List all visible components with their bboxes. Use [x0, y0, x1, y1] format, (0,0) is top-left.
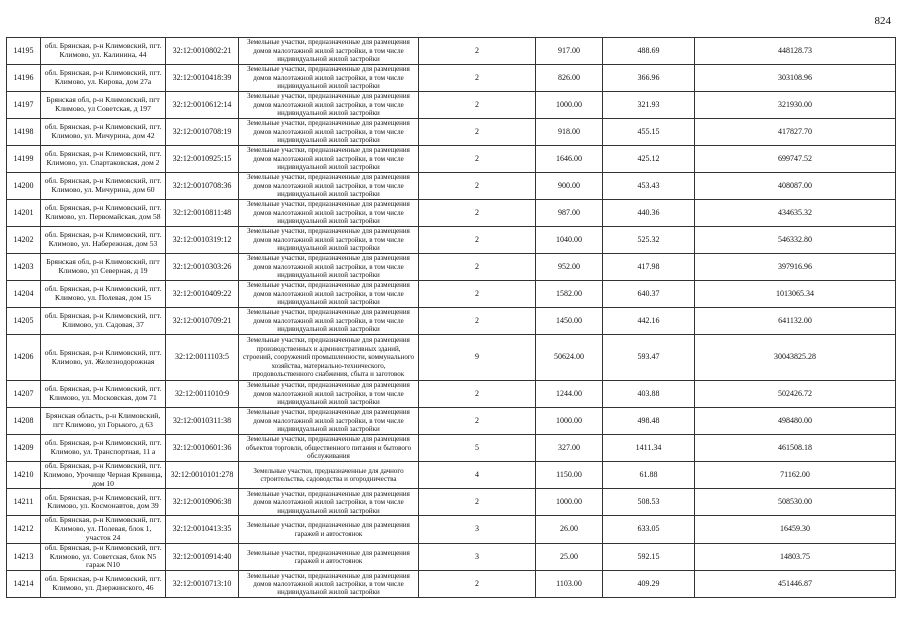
- cell-cadastral-value: 508530.00: [695, 489, 896, 516]
- table-row: [7, 435, 896, 462]
- cell-cadastral-value: 699747.52: [695, 146, 896, 173]
- cell-record-id: 14200: [7, 173, 41, 200]
- cell-cadastral-value: 71162.00: [695, 462, 896, 489]
- table-row: [7, 173, 896, 200]
- cell-land-use: Земельные участки, предназначенные для размещения домов малоэтажной жилой застройки, в том числе индивидуальной жилой застройки: [239, 408, 419, 435]
- cell-area: 826.00: [536, 65, 603, 92]
- cell-record-id: 14202: [7, 227, 41, 254]
- cell-cadastral-value: 461508.18: [695, 435, 896, 462]
- cell-group: 5: [419, 435, 536, 462]
- cell-cadastral-value: 16459.30: [695, 516, 896, 543]
- cell-cadastral-number: 32:12:0011010:9: [166, 381, 239, 408]
- cell-group: 2: [419, 489, 536, 516]
- table-row: [7, 516, 896, 543]
- cell-record-id: 14206: [7, 335, 41, 381]
- cell-address: Брянская обл, р-н Климовский, пгт Климово, ул Северная, д 19: [41, 254, 166, 281]
- cell-area: 26.00: [536, 516, 603, 543]
- cell-land-use: Земельные участки, предназначенные для размещения домов малоэтажной жилой застройки, в том числе индивидуальной жилой застройки: [239, 38, 419, 65]
- cell-group: 2: [419, 571, 536, 598]
- cell-cadastral-number: 32:12:0010319:12: [166, 227, 239, 254]
- table-row: [7, 408, 896, 435]
- cell-cadastral-value: 546332.80: [695, 227, 896, 254]
- table-row: [7, 335, 896, 381]
- cell-cadastral-number: 32:12:0010708:19: [166, 119, 239, 146]
- cell-land-use: Земельные участки, предназначенные для размещения домов малоэтажной жилой застройки, в том числе индивидуальной жилой застройки: [239, 281, 419, 308]
- cell-group: 2: [419, 38, 536, 65]
- cell-address: обл. Брянская, р-н Климовский, пгт. Климово, ул. Космонавтов, дом 39: [41, 489, 166, 516]
- land-register-table: [6, 37, 896, 598]
- cell-address: обл. Брянская, р-н Климовский, пгт. Климово, ул. Дзержинского, 46: [41, 571, 166, 598]
- table-row: [7, 65, 896, 92]
- cell-specific-value: 633.05: [603, 516, 695, 543]
- table-row: [7, 146, 896, 173]
- cell-group: 2: [419, 408, 536, 435]
- cell-cadastral-number: 32:12:0010925:15: [166, 146, 239, 173]
- cell-group: 2: [419, 381, 536, 408]
- table-row: [7, 200, 896, 227]
- cell-group: 2: [419, 308, 536, 335]
- table-row: [7, 462, 896, 489]
- cell-land-use: Земельные участки, предназначенные для размещения домов малоэтажной жилой застройки, в том числе индивидуальной жилой застройки: [239, 173, 419, 200]
- cell-group: 2: [419, 119, 536, 146]
- cell-cadastral-number: 32:12:0010612:14: [166, 92, 239, 119]
- cell-cadastral-value: 303108.96: [695, 65, 896, 92]
- cell-land-use: Земельные участки, предназначенные для размещения домов малоэтажной жилой застройки, в том числе индивидуальной жилой застройки: [239, 227, 419, 254]
- cell-record-id: 14214: [7, 571, 41, 598]
- cell-area: 900.00: [536, 173, 603, 200]
- cell-address: обл. Брянская, р-н Климовский, пгт. Климово, ул. Кирова, дом 27а: [41, 65, 166, 92]
- cell-address: обл. Брянская, р-н Климовский, пгт. Климово, ул. Набережная, дом 53: [41, 227, 166, 254]
- cell-record-id: 14207: [7, 381, 41, 408]
- table-row: [7, 543, 896, 570]
- cell-address: обл. Брянская, р-н Климовский, пгт. Климово, ул. Транспортная, 11 а: [41, 435, 166, 462]
- cell-record-id: 14196: [7, 65, 41, 92]
- cell-specific-value: 525.32: [603, 227, 695, 254]
- cell-address: обл. Брянская, р-н Климовский, пгт. Климово, ул. Первомайская, дом 58: [41, 200, 166, 227]
- cell-address: обл. Брянская, р-н Климовский, пгт. Климово, ул. Калинина, 44: [41, 38, 166, 65]
- cell-land-use: Земельные участки, предназначенные для дачного строительства, садоводства и огородничества: [239, 462, 419, 489]
- cell-specific-value: 593.47: [603, 335, 695, 381]
- cell-cadastral-value: 30043825.28: [695, 335, 896, 381]
- cell-record-id: 14199: [7, 146, 41, 173]
- cell-area: 25.00: [536, 543, 603, 570]
- cell-cadastral-value: 448128.73: [695, 38, 896, 65]
- cell-specific-value: 453.43: [603, 173, 695, 200]
- cell-cadastral-value: 397916.96: [695, 254, 896, 281]
- cell-group: 2: [419, 254, 536, 281]
- cell-record-id: 14209: [7, 435, 41, 462]
- cell-land-use: Земельные участки, предназначенные для размещения домов малоэтажной жилой застройки, в том числе индивидуальной жилой застройки: [239, 571, 419, 598]
- cell-area: 327.00: [536, 435, 603, 462]
- cell-group: 2: [419, 281, 536, 308]
- cell-area: 918.00: [536, 119, 603, 146]
- cell-area: 1244.00: [536, 381, 603, 408]
- cell-area: 1150.00: [536, 462, 603, 489]
- cell-address: обл. Брянская, р-н Климовский, пгт. Климово, ул. Мичурина, дом 60: [41, 173, 166, 200]
- cell-cadastral-number: 32:12:0010311:38: [166, 408, 239, 435]
- cell-land-use: Земельные участки, предназначенные для размещения домов малоэтажной жилой застройки, в том числе индивидуальной жилой застройки: [239, 489, 419, 516]
- cell-area: 1000.00: [536, 92, 603, 119]
- table-row: [7, 227, 896, 254]
- cell-cadastral-number: 32:12:0010708:36: [166, 173, 239, 200]
- cell-cadastral-number: 32:12:0010101:278: [166, 462, 239, 489]
- cell-record-id: 14208: [7, 408, 41, 435]
- cell-specific-value: 1411.34: [603, 435, 695, 462]
- cell-specific-value: 488.69: [603, 38, 695, 65]
- cell-address: обл. Брянская, р-н Климовский, пгт. Климово, ул. Полевая, блок 1, участок 24: [41, 516, 166, 543]
- cell-area: 917.00: [536, 38, 603, 65]
- cell-cadastral-number: 32:12:0010713:10: [166, 571, 239, 598]
- cell-specific-value: 640.37: [603, 281, 695, 308]
- cell-specific-value: 508.53: [603, 489, 695, 516]
- cell-land-use: Земельные участки, предназначенные для размещения домов малоэтажной жилой застройки, в том числе индивидуальной жилой застройки: [239, 65, 419, 92]
- table-row: [7, 308, 896, 335]
- cell-specific-value: 61.88: [603, 462, 695, 489]
- cell-group: 2: [419, 65, 536, 92]
- cell-cadastral-number: 32:12:0010914:40: [166, 543, 239, 570]
- cell-cadastral-value: 14803.75: [695, 543, 896, 570]
- cell-group: 2: [419, 92, 536, 119]
- cell-cadastral-value: 434635.32: [695, 200, 896, 227]
- cell-specific-value: 425.12: [603, 146, 695, 173]
- cell-cadastral-number: 32:12:0010303:26: [166, 254, 239, 281]
- cell-cadastral-value: 1013065.34: [695, 281, 896, 308]
- cell-specific-value: 498.48: [603, 408, 695, 435]
- cell-record-id: 14205: [7, 308, 41, 335]
- cell-record-id: 14210: [7, 462, 41, 489]
- cell-address: обл. Брянская, р-н Климовский, пгт. Климово, Урочище Черная Криница, дом 10: [41, 462, 166, 489]
- cell-specific-value: 321.93: [603, 92, 695, 119]
- cell-record-id: 14201: [7, 200, 41, 227]
- cell-area: 987.00: [536, 200, 603, 227]
- cell-cadastral-number: 32:12:0010418:39: [166, 65, 239, 92]
- cell-area: 1000.00: [536, 408, 603, 435]
- cell-land-use: Земельные участки, предназначенные для размещения домов малоэтажной жилой застройки, в том числе индивидуальной жилой застройки: [239, 119, 419, 146]
- cell-address: обл. Брянская, р-н Климовский, пгт. Климово, ул. Советская, блок N5 гараж N10: [41, 543, 166, 570]
- cell-record-id: 14203: [7, 254, 41, 281]
- cell-record-id: 14197: [7, 92, 41, 119]
- cell-land-use: Земельные участки, предназначенные для размещения домов малоэтажной жилой застройки, в том числе индивидуальной жилой застройки: [239, 146, 419, 173]
- cell-land-use: Земельные участки, предназначенные для размещения гаражей и автостоянок: [239, 516, 419, 543]
- cell-area: 1000.00: [536, 489, 603, 516]
- cell-cadastral-value: 498480.00: [695, 408, 896, 435]
- cell-land-use: Земельные участки, предназначенные для размещения домов малоэтажной жилой застройки, в том числе индивидуальной жилой застройки: [239, 200, 419, 227]
- cell-group: 2: [419, 227, 536, 254]
- cell-area: 1582.00: [536, 281, 603, 308]
- cell-group: 2: [419, 146, 536, 173]
- cell-cadastral-value: 321930.00: [695, 92, 896, 119]
- cell-cadastral-number: 32:12:0010811:48: [166, 200, 239, 227]
- cell-cadastral-number: 32:12:0010906:38: [166, 489, 239, 516]
- cell-specific-value: 455.15: [603, 119, 695, 146]
- table-row: [7, 254, 896, 281]
- table-row: [7, 119, 896, 146]
- cell-record-id: 14211: [7, 489, 41, 516]
- cell-cadastral-number: 32:12:0010409:22: [166, 281, 239, 308]
- cell-group: 3: [419, 516, 536, 543]
- cell-address: Брянская область, р-н Климовский, пгт Климово, ул Горького, д 63: [41, 408, 166, 435]
- cell-record-id: 14195: [7, 38, 41, 65]
- cell-area: 1646.00: [536, 146, 603, 173]
- cell-cadastral-value: 641132.00: [695, 308, 896, 335]
- cell-cadastral-number: 32:12:0011103:5: [166, 335, 239, 381]
- cell-address: обл. Брянская, р-н Климовский, пгт. Климово, ул. Московская, дом 71: [41, 381, 166, 408]
- cell-specific-value: 366.96: [603, 65, 695, 92]
- cell-land-use: Земельные участки, предназначенные для размещения домов малоэтажной жилой застройки, в том числе индивидуальной жилой застройки: [239, 308, 419, 335]
- table-row: [7, 571, 896, 598]
- cell-land-use: Земельные участки, предназначенные для размещения домов малоэтажной жилой застройки, в том числе индивидуальной жилой застройки: [239, 254, 419, 281]
- cell-land-use: Земельные участки, предназначенные для размещения производственных и административных зданий, строений, сооружений промышленности, коммунального хозяйства, материально-технического, продовольственного снабжения, сбыта и заготовок: [239, 335, 419, 381]
- table-row: [7, 281, 896, 308]
- cell-land-use: Земельные участки, предназначенные для размещения гаражей и автостоянок: [239, 543, 419, 570]
- cell-record-id: 14212: [7, 516, 41, 543]
- cell-land-use: Земельные участки, предназначенные для размещения объектов торговли, общественного питания и бытового обслуживания: [239, 435, 419, 462]
- cell-cadastral-value: 451446.87: [695, 571, 896, 598]
- cell-address: обл. Брянская, р-н Климовский, пгт. Климово, ул. Железнодорожная: [41, 335, 166, 381]
- cell-address: обл. Брянская, р-н Климовский, пгт. Климово, ул. Садовая, 37: [41, 308, 166, 335]
- table-row: [7, 381, 896, 408]
- cell-group: 2: [419, 200, 536, 227]
- cell-record-id: 14198: [7, 119, 41, 146]
- cell-area: 1450.00: [536, 308, 603, 335]
- cell-address: Брянская обл, р-н Климовский, пгт Климово, ул Советская, д 197: [41, 92, 166, 119]
- cell-area: 952.00: [536, 254, 603, 281]
- page-number: 824: [874, 15, 891, 27]
- cell-specific-value: 417.98: [603, 254, 695, 281]
- cell-cadastral-value: 408087.00: [695, 173, 896, 200]
- cell-cadastral-number: 32:12:0010413:35: [166, 516, 239, 543]
- table-row: [7, 489, 896, 516]
- cell-land-use: Земельные участки, предназначенные для размещения домов малоэтажной жилой застройки, в том числе индивидуальной жилой застройки: [239, 381, 419, 408]
- cell-address: обл. Брянская, р-н Климовский, пгт. Климово, ул. Полевая, дом 15: [41, 281, 166, 308]
- cell-cadastral-number: 32:12:0010601:36: [166, 435, 239, 462]
- cell-specific-value: 442.16: [603, 308, 695, 335]
- table-body: [7, 38, 896, 598]
- cell-specific-value: 403.88: [603, 381, 695, 408]
- cell-specific-value: 440.36: [603, 200, 695, 227]
- cell-group: 2: [419, 173, 536, 200]
- cell-cadastral-number: 32:12:0010802:21: [166, 38, 239, 65]
- cell-area: 1103.00: [536, 571, 603, 598]
- table-row: [7, 38, 896, 65]
- cell-group: 4: [419, 462, 536, 489]
- cell-land-use: Земельные участки, предназначенные для размещения домов малоэтажной жилой застройки, в том числе индивидуальной жилой застройки: [239, 92, 419, 119]
- cell-specific-value: 592.15: [603, 543, 695, 570]
- cell-group: 3: [419, 543, 536, 570]
- cell-cadastral-value: 417827.70: [695, 119, 896, 146]
- cell-group: 9: [419, 335, 536, 381]
- table-row: [7, 92, 896, 119]
- cell-area: 1040.00: [536, 227, 603, 254]
- cell-address: обл. Брянская, р-н Климовский, пгт. Климово, ул. Мичурина, дом 42: [41, 119, 166, 146]
- cell-record-id: 14213: [7, 543, 41, 570]
- cell-cadastral-value: 502426.72: [695, 381, 896, 408]
- cell-area: 50624.00: [536, 335, 603, 381]
- cell-record-id: 14204: [7, 281, 41, 308]
- cell-specific-value: 409.29: [603, 571, 695, 598]
- cell-cadastral-number: 32:12:0010709:21: [166, 308, 239, 335]
- cell-address: обл. Брянская, р-н Климовский, пгт. Климово, ул. Спартаковская, дом 2: [41, 146, 166, 173]
